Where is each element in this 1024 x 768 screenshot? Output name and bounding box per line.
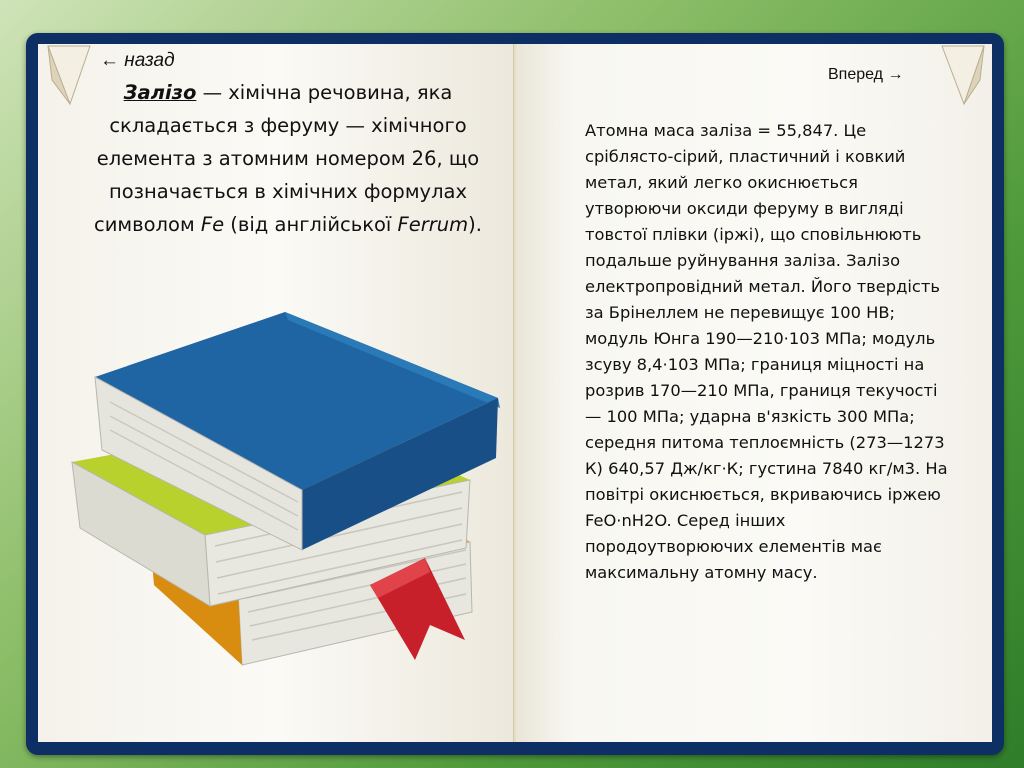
forward-link[interactable]: Вперед → bbox=[828, 66, 904, 83]
element-symbol: Fe bbox=[200, 213, 225, 236]
definition-paragraph bbox=[78, 76, 498, 241]
term-link[interactable]: Залізо bbox=[123, 81, 197, 104]
top-right-page-curl-icon bbox=[940, 44, 986, 108]
properties-paragraph: Атомна маса заліза = 55,847. Це сріблясто-сірий, пластичний і ковкий метал, який легко окиснюється утворюючи оксиди феруму в вигляді товстої плівки (іржі), що сповільнюють подальше руйнування заліза. Залізо електропровідний метал. Його твердість за Брінеллем не перевищує 100 НВ; модуль Юнга 190—210·103 МПа; модуль зсуву 8,4·103 МПа; границя міцності на розрив 170—210 МПа, границя текучості — 100 МПа; ударна в'язкість 300 МПа; середня питома теплоємність (273—1273 К) 640,57 Дж/кг·К; густина 7840 кг/м3. На повітрі окиснюється, вкриваючись іржею FeO·nH2O. Серед інших породоутворюючих елементів має максимальну атомну масу. bbox=[585, 121, 948, 582]
books-stack-icon bbox=[70, 310, 510, 670]
back-link[interactable]: ← назад bbox=[100, 50, 175, 71]
definition-text-2: (від англійської bbox=[224, 213, 398, 236]
latin-name: Ferrum bbox=[397, 213, 469, 236]
definition-text-3: ). bbox=[468, 213, 482, 236]
definition-text-1: — хімічна речовина, яка складається з феруму — хімічного елемента з атомним номером 26, що позначається в хімічних формулах символом bbox=[94, 81, 480, 236]
